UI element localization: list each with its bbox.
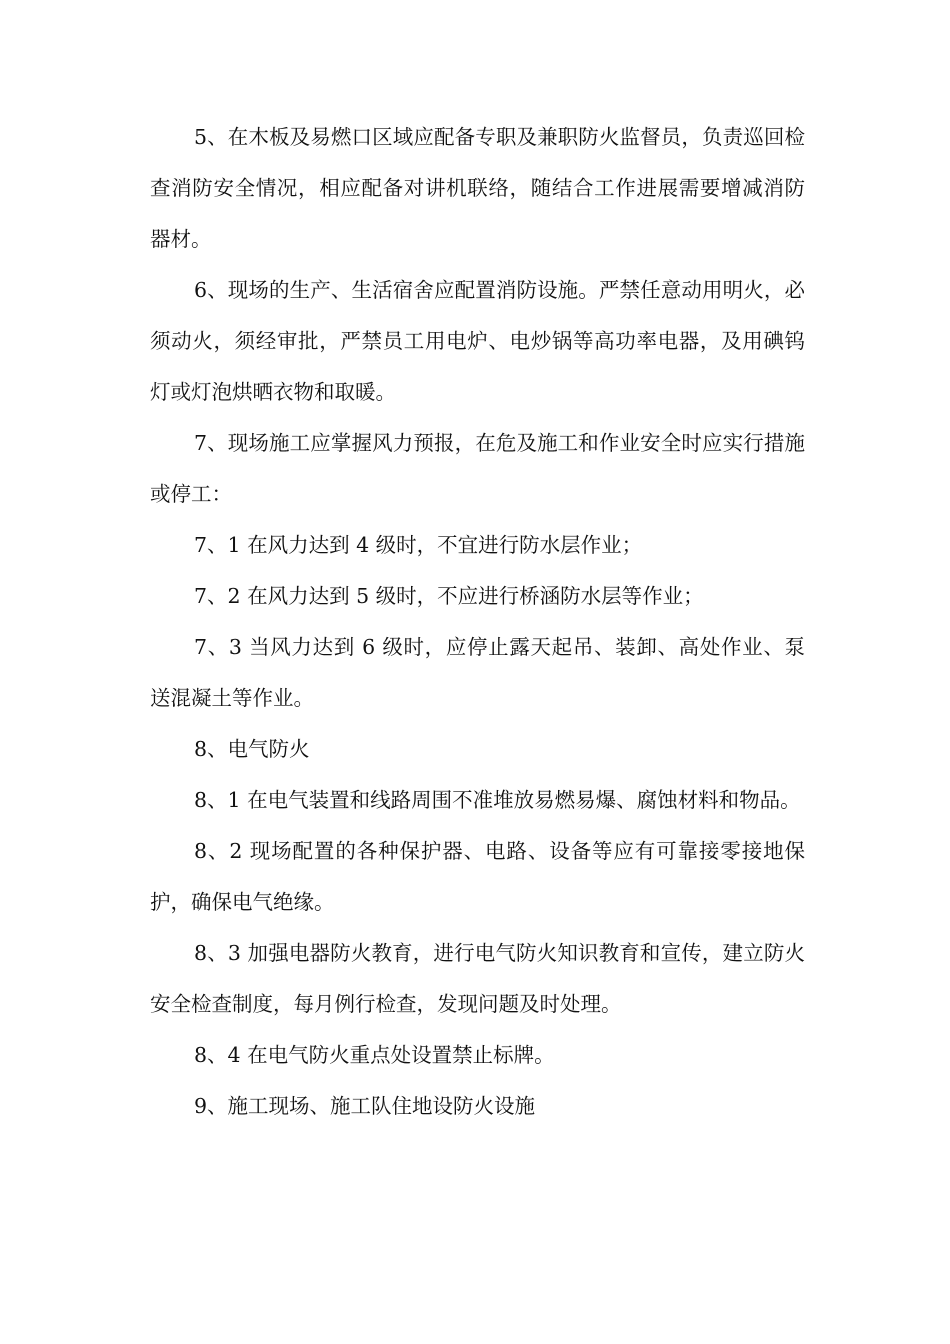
paragraph-8-3: 8、3 加强电器防火教育，进行电气防火知识教育和宣传，建立防火安全检查制度，每月例行检查，发现问题及时处理。 <box>150 941 805 1016</box>
document-body <box>150 112 805 1132</box>
paragraph-9: 9、施工现场、施工队住地设防火设施 <box>194 1094 536 1118</box>
paragraph-8-1: 8、1 在电气装置和线路周围不准堆放易燃易爆、腐蚀材料和物品。 <box>194 788 801 812</box>
paragraph-5: 5、在木板及易燃口区域应配备专职及兼职防火监督员，负责巡回检查消防安全情况，相应配备对讲机联络，随结合工作进展需要增减消防器材。 <box>150 125 805 251</box>
paragraph-8-2: 8、2 现场配置的各种保护器、电路、设备等应有可靠接零接地保护，确保电气绝缘。 <box>150 839 805 914</box>
paragraph-7-3: 7、3 当风力达到 6 级时，应停止露天起吊、装卸、高处作业、泵送混凝土等作业。 <box>150 635 805 710</box>
paragraph-7-1: 7、1 在风力达到 4 级时，不宜进行防水层作业； <box>194 533 643 557</box>
paragraph-6: 6、现场的生产、生活宿舍应配置消防设施。严禁任意动用明火，必须动火，须经审批，严禁员工用电炉、电炒锅等高功率电器，及用碘钨灯或灯泡烘晒衣物和取暖。 <box>150 278 805 404</box>
paragraph-8: 8、电气防火 <box>194 737 310 761</box>
paragraph-7-2: 7、2 在风力达到 5 级时，不应进行桥涵防水层等作业； <box>194 584 704 608</box>
paragraph-7: 7、现场施工应掌握风力预报，在危及施工和作业安全时应实行措施或停工： <box>150 431 805 506</box>
paragraph-8-4: 8、4 在电气防火重点处设置禁止标牌。 <box>194 1043 555 1067</box>
